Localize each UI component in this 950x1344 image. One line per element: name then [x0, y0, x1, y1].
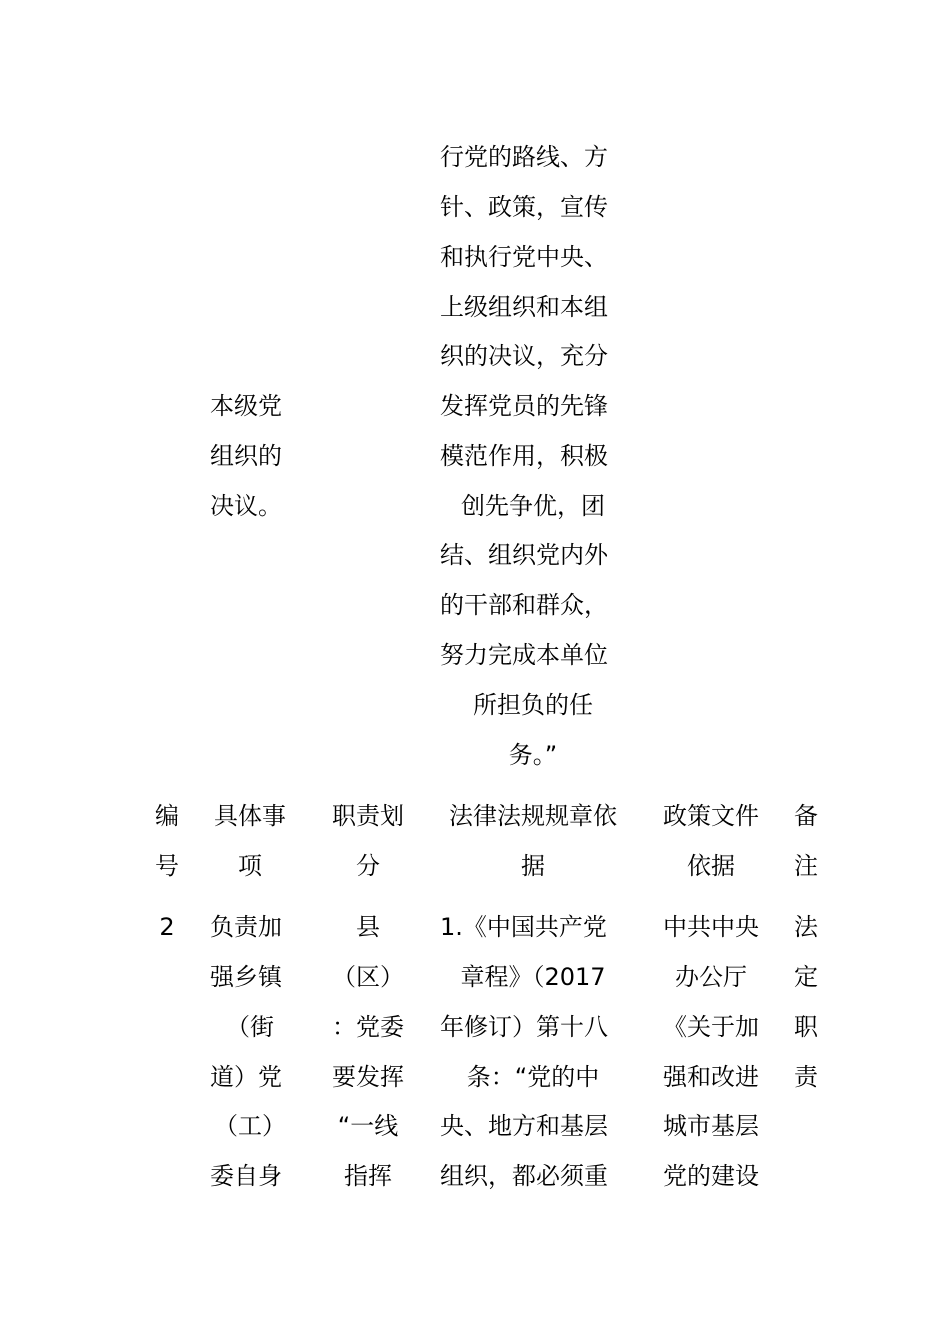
text-line: 强乡镇	[210, 963, 282, 991]
text-line: 努力完成本单位	[440, 641, 608, 669]
text-line: 发挥党员的先锋	[440, 392, 608, 420]
header-item: 具体事	[214, 802, 286, 830]
text-line: 上级组织和本组	[440, 293, 608, 321]
header-note: 注	[794, 852, 818, 880]
text-line: 1.《中国共产党	[440, 913, 607, 941]
text-line: 办公厅	[675, 963, 747, 991]
text-line: 职	[794, 1013, 818, 1041]
text-line: 组织，都必须重	[440, 1162, 608, 1190]
text-line: 要发挥	[332, 1063, 404, 1091]
text-line: 务。”	[508, 741, 558, 769]
text-line: 条：“党的中	[466, 1063, 600, 1091]
text-line: 和执行党中央、	[440, 243, 608, 271]
text-line: 城市基层	[663, 1112, 759, 1140]
header-item: 项	[238, 852, 262, 880]
text-line: 的干部和群众，	[440, 591, 608, 619]
text-line: 央、地方和基层	[440, 1112, 608, 1140]
text-line: 《关于加	[663, 1013, 759, 1041]
header-num: 号	[155, 852, 179, 880]
header-duty: 职责划	[332, 802, 404, 830]
text-line: 负责加	[210, 913, 282, 941]
text-line: 组织的	[210, 442, 282, 470]
header-law: 法律法规规章依	[449, 802, 617, 830]
text-line: 创先争优，团	[461, 492, 605, 520]
text-line: 委自身	[210, 1162, 282, 1190]
header-note: 备	[794, 802, 818, 830]
text-line: 本级党	[210, 392, 282, 420]
text-line: 法	[794, 913, 818, 941]
text-line: （街	[226, 1013, 274, 1041]
text-line: 责	[794, 1063, 818, 1091]
header-num: 编	[155, 802, 179, 830]
text-line: 中共中央	[663, 913, 759, 941]
header-law: 据	[521, 852, 545, 880]
header-policy: 政策文件	[663, 802, 759, 830]
text-line: 针、政策，宣传	[440, 193, 608, 221]
text-line: “一线	[337, 1112, 399, 1140]
text-line: （工）	[214, 1112, 286, 1140]
text-line: 道）党	[210, 1063, 282, 1091]
text-line: 指挥	[344, 1162, 392, 1190]
text-line: ：党委	[332, 1013, 404, 1041]
text-line: 强和改进	[663, 1063, 759, 1091]
text-line: 年修订）第十八	[440, 1013, 608, 1041]
row-number: 2	[159, 913, 175, 941]
text-line: 所担负的任	[473, 691, 593, 719]
text-line: 章程》（2017	[460, 963, 606, 991]
text-line: 行党的路线、方	[440, 143, 608, 171]
text-line: 织的决议，充分	[440, 342, 608, 370]
text-line: 模范作用，积极	[440, 442, 608, 470]
text-line: 结、组织党内外	[440, 541, 608, 569]
text-line: 党的建设	[663, 1162, 759, 1190]
text-line: 决议。	[210, 492, 282, 520]
text-line: （区）	[332, 963, 404, 991]
text-line: 定	[794, 963, 818, 991]
text-line: 县	[356, 913, 380, 941]
header-policy: 依据	[687, 852, 735, 880]
header-duty: 分	[356, 852, 380, 880]
